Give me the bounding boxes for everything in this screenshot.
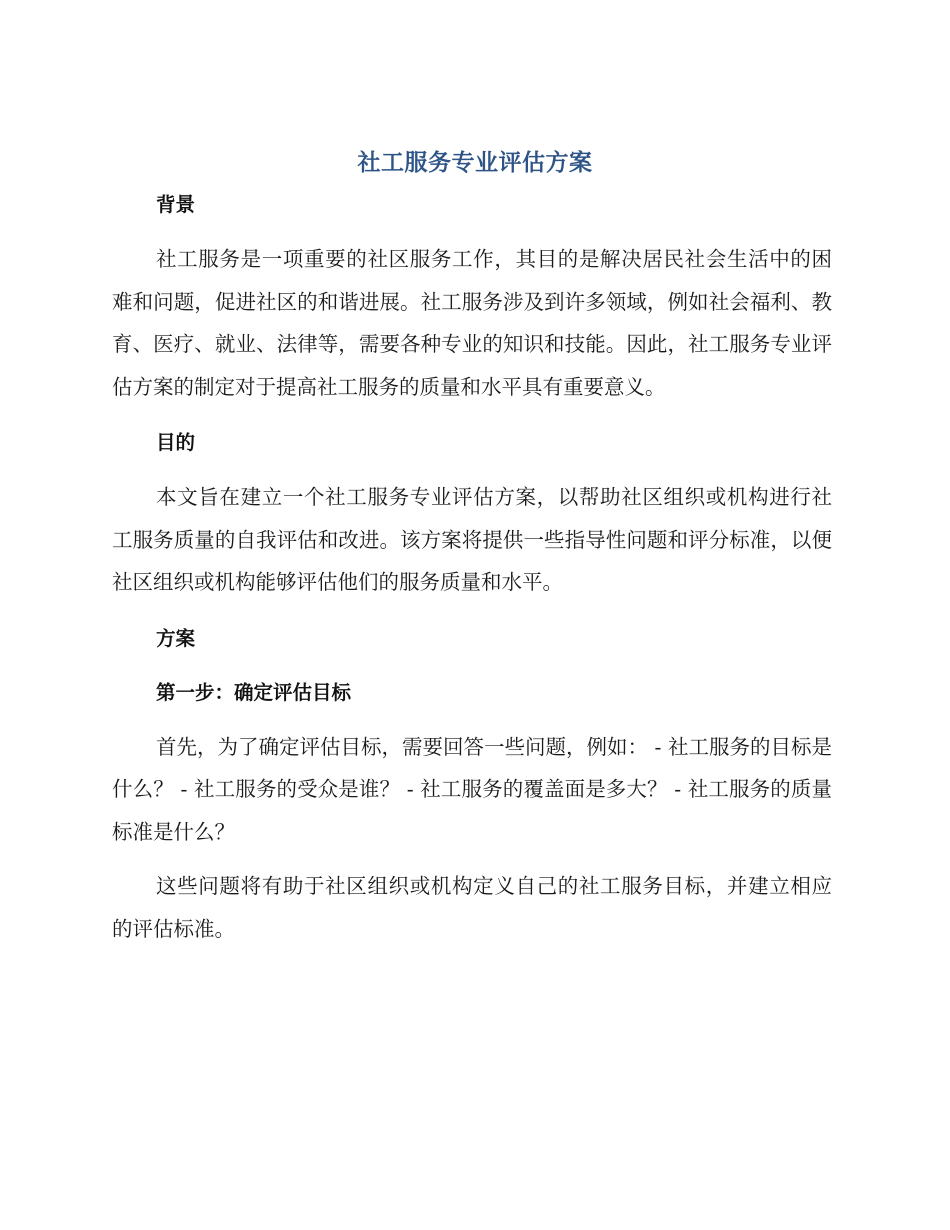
step1-heading: 第一步：确定评估目标: [156, 680, 352, 704]
section-heading-purpose: 目的: [156, 431, 196, 454]
document-title: 社工服务专业评估方案: [357, 150, 593, 176]
step1-paragraph-conclusion: 这些问题将有助于社区组织或机构定义自己的社工服务目标，并建立相应的评估标准。: [112, 874, 832, 941]
step1-paragraph-questions: 首先，为了确定评估目标，需要回答一些问题，例如： - 社工服务的目标是什么？ - 社工服务的受众是谁？ - 社工服务的覆盖面是多大？ - 社工服务的质量标准是什么？: [112, 734, 832, 844]
background-paragraph: 社工服务是一项重要的社区服务工作，其目的是解决居民社会生活中的困难和问题，促进社区的和谐进展。社工服务涉及到许多领域，例如社会福利、教育、医疗、就业、法律等，需要各种专业的知识和技能。因此，社工服务专业评估方案的制定对于提高社工服务的质量和水平具有重要意义。: [112, 247, 832, 399]
section-heading-plan: 方案: [156, 626, 196, 650]
document-body: [112, 184, 832, 950]
section-heading-background: 背景: [156, 193, 196, 216]
purpose-paragraph: 本文旨在建立一个社工服务专业评估方案，以帮助社区组织或机构进行社工服务质量的自我评估和改进。该方案将提供一些指导性问题和评分标准，以便社区组织或机构能够评估他们的服务质量和水平。: [112, 485, 832, 594]
